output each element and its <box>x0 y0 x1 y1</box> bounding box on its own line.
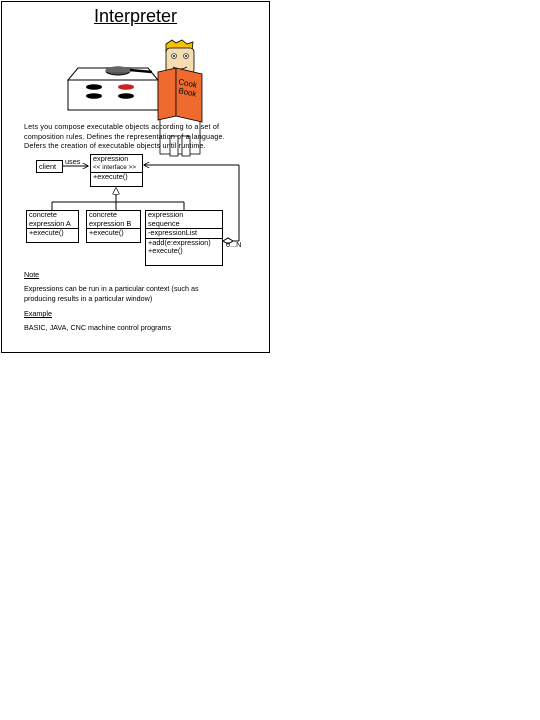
pattern-card <box>1 1 270 353</box>
page-title: Interpreter <box>93 6 178 26</box>
client-box <box>36 160 63 173</box>
expression-method: +execute() <box>91 172 142 182</box>
example-text: BASIC, JAVA, CNC machine control programs <box>24 323 172 332</box>
concrete-b-method: +execute() <box>87 228 140 238</box>
svg-text:Book: Book <box>177 86 198 99</box>
note-text <box>24 284 254 303</box>
sequence-method-add: +add(e:expression) <box>146 238 222 248</box>
concrete-b-name: concrete <box>89 210 117 219</box>
example-heading-text: Example <box>24 309 52 318</box>
description-line: composition rules. Defines the representation of a language. <box>24 131 225 141</box>
sequence-name: expression <box>148 210 184 219</box>
note-heading <box>24 270 254 280</box>
concrete-a-name-2: expression A <box>29 218 71 228</box>
expression-interface-box <box>90 154 143 187</box>
description-line: Lets you compose executable objects according to a set of <box>24 122 220 131</box>
note-heading-text: Note <box>24 270 40 279</box>
description-line: Defers the creation of executable objects until runtime. <box>24 141 206 151</box>
concrete-a-method: +execute() <box>27 228 78 238</box>
expression-sequence-box <box>145 210 223 266</box>
example-heading <box>24 309 254 319</box>
concrete-expression-a-box <box>26 210 79 243</box>
sequence-field: -expressionList <box>146 228 222 238</box>
sequence-name-2: sequence <box>148 218 180 228</box>
concrete-a-name: concrete <box>29 210 57 219</box>
interface-stereotype: << interface >> <box>93 163 136 171</box>
uses-label: uses <box>65 157 81 166</box>
multiplicity-label: 0...N <box>226 240 242 249</box>
note-line: Expressions can be run in a particular context (such as <box>24 284 199 293</box>
svg-text:Cook: Cook <box>177 77 198 90</box>
sequence-method-execute: +execute() <box>148 246 183 256</box>
note-line: producing results in a particular window) <box>24 293 153 303</box>
concrete-expression-b-box <box>86 210 141 243</box>
inheritance-lines <box>52 188 184 210</box>
expression-name: expression <box>93 154 129 163</box>
client-label: client <box>39 162 57 171</box>
concrete-b-name-2: expression B <box>89 218 132 228</box>
